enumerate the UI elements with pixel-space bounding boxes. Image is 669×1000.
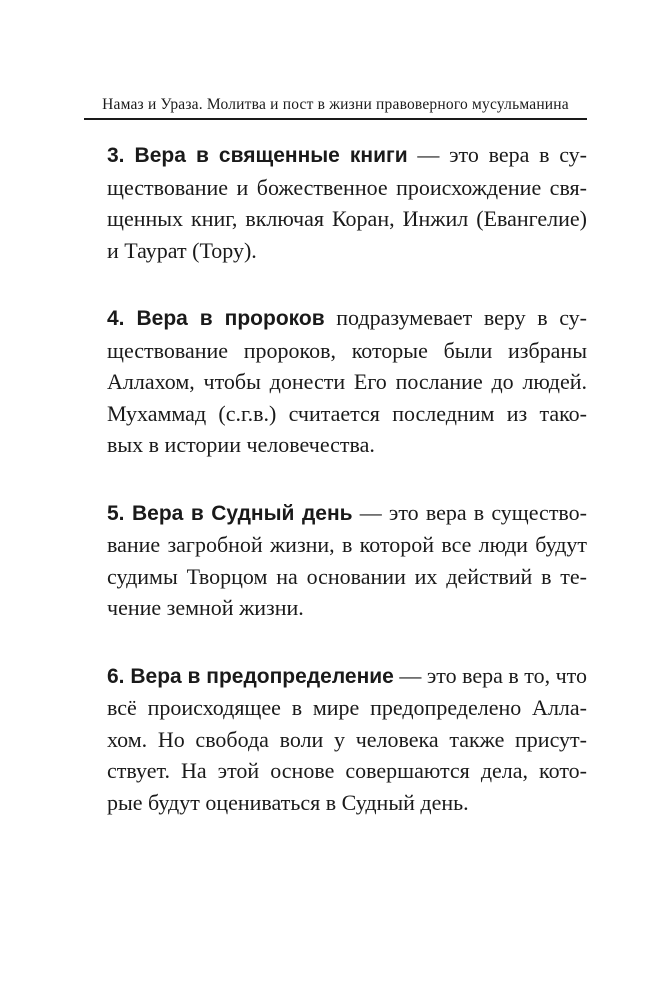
paragraph-line: Аллахом, чтобы донести Его послание до людей. bbox=[107, 369, 587, 394]
paragraph-line: Мухаммад (с.г.в.) считается последним из тако- bbox=[107, 400, 587, 426]
paragraph-faith-in-prophets bbox=[107, 302, 587, 461]
running-header: Намаз и Ураза. Молитва и пост в жизни правоверного мусульманина bbox=[102, 96, 569, 113]
paragraph-line: рые будут оцениваться в Судный день. bbox=[107, 789, 469, 815]
paragraph-line: чение земной жизни. bbox=[107, 595, 304, 620]
paragraph-title: 3. Вера в священные книги bbox=[107, 144, 408, 167]
paragraph-line: ществование и божественное происхождение свя- bbox=[107, 174, 587, 200]
paragraph-faith-in-judgment-day bbox=[107, 497, 587, 624]
paragraph-line: ствует. На этой основе совершаются дела, кото- bbox=[107, 758, 587, 783]
paragraph-faith-in-predestination bbox=[107, 660, 587, 819]
paragraph-line bbox=[107, 497, 587, 530]
paragraph-line: ществование пророков, которые были избраны bbox=[107, 337, 587, 363]
paragraph-line: и Таурат (Тору). bbox=[107, 237, 257, 263]
paragraph-faith-in-books bbox=[107, 139, 587, 266]
paragraph-line: судимы Творцом на основании их действий в те- bbox=[107, 563, 587, 589]
paragraph-line bbox=[107, 660, 587, 693]
paragraph-line bbox=[107, 139, 587, 172]
paragraph-text: — это вера в су- bbox=[407, 142, 587, 167]
paragraph-line: щенных книг, включая Коран, Инжил (Евангелие) bbox=[107, 206, 587, 231]
paragraph-line: вых в истории человечества. bbox=[107, 432, 375, 457]
header-rule bbox=[84, 118, 587, 120]
paragraph-line: вание загробной жизни, в которой все люди будут bbox=[107, 532, 587, 557]
paragraph-title: 5. Вера в Судный день bbox=[107, 501, 353, 525]
paragraph-line bbox=[107, 302, 587, 335]
page-body bbox=[107, 139, 587, 854]
paragraph-text: подразумевает веру в су- bbox=[324, 305, 587, 330]
paragraph-line: хом. Но свобода воли у человека также присут- bbox=[107, 726, 587, 752]
paragraph-text: — это вера в существо- bbox=[352, 499, 587, 525]
paragraph-line: всё происходящее в мире предопределено Алла- bbox=[107, 695, 587, 720]
paragraph-title: 4. Вера в пророков bbox=[107, 307, 325, 330]
paragraph-text: — это вера в то, что bbox=[393, 662, 587, 688]
paragraph-title: 6. Вера в предопределение bbox=[107, 664, 394, 688]
